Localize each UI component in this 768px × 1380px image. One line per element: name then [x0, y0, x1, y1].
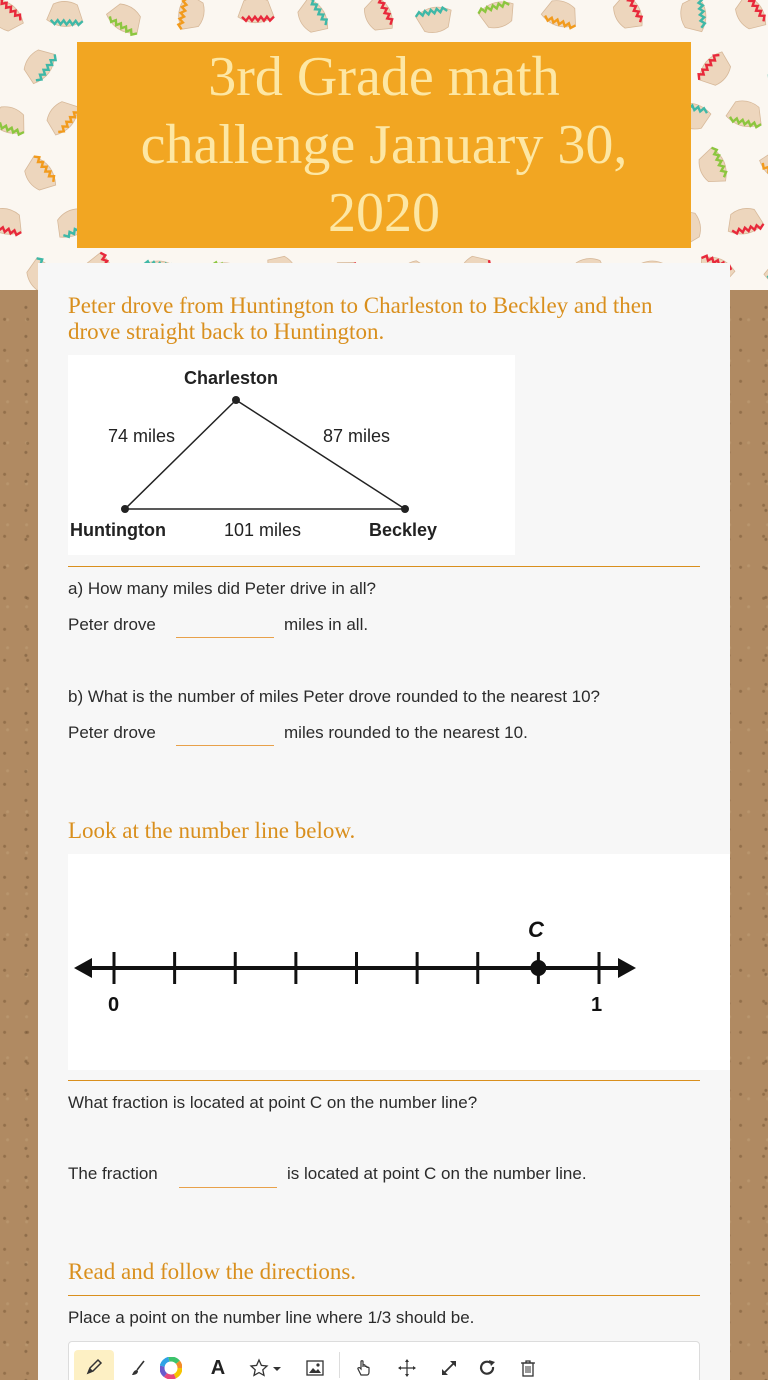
edge-label-right: 87 miles: [323, 426, 391, 446]
pencil-shaving: [608, 0, 647, 35]
pencil-shaving: [724, 205, 764, 237]
pencil-shaving: [18, 43, 59, 87]
pencil-shaving: [0, 0, 27, 37]
pencil-shaving: [762, 256, 768, 290]
header-banner: [0, 0, 768, 290]
page-title: 3rd Grade math challenge January 30, 2020: [140, 46, 628, 244]
image-icon[interactable]: [301, 1354, 329, 1380]
divider: [68, 566, 700, 567]
pencil-shaving: [539, 0, 581, 31]
text-icon[interactable]: A: [210, 1356, 226, 1379]
question-a: a) How many miles did Peter drive in all?: [68, 579, 377, 598]
answer-a-suffix: miles in all.: [284, 615, 369, 634]
city-label-beckley: Beckley: [369, 520, 438, 540]
fraction-question: What fraction is located at point C on the number line?: [68, 1093, 478, 1112]
pencil-shaving: [359, 0, 397, 37]
pencil-shaving: [477, 0, 518, 32]
pencil-shaving: [725, 97, 766, 130]
edge-label-bottom: 101 miles: [224, 520, 302, 540]
move-icon[interactable]: [393, 1354, 421, 1380]
hand-icon[interactable]: [350, 1354, 378, 1380]
city-label-huntington: Huntington: [70, 520, 166, 540]
section2-heading: Look at the number line below.: [68, 818, 356, 843]
city-label-charleston: Charleston: [184, 368, 279, 388]
pencil-shaving: [756, 145, 768, 186]
toolbar-divider: [339, 1352, 340, 1378]
point-c-label: C: [528, 917, 544, 942]
number-line: [68, 854, 730, 1070]
pencil-shaving: [46, 1, 83, 27]
section3-heading: Read and follow the directions.: [68, 1259, 357, 1284]
answer-b-input[interactable]: [176, 745, 274, 746]
redo-icon[interactable]: [474, 1354, 502, 1380]
divider: [68, 1080, 700, 1081]
pencil-shaving: [679, 0, 708, 34]
pencil-shaving: [292, 0, 333, 39]
tick-label-1: 1: [591, 994, 603, 1016]
fraction-answer-suffix: is located at point C on the number line.: [287, 1164, 587, 1183]
pencil-shaving: [103, 0, 147, 39]
pencil-shaving: [415, 4, 455, 35]
answer-a-prefix: Peter drove: [68, 615, 156, 634]
star-icon[interactable]: [247, 1354, 287, 1380]
divider: [68, 1295, 700, 1296]
pencil-shaving: [695, 48, 737, 92]
directions-text: Place a point on the number line where 1/3 should be.: [68, 1308, 475, 1327]
triangle-diagram: [68, 355, 515, 555]
section1-heading: Peter drove from Huntington to Charleston to Beckley and then drove straight back to Huntington.: [68, 293, 653, 344]
tick-label-0: 0: [108, 994, 120, 1016]
pencil-shaving: [238, 0, 274, 23]
answer-b-suffix: miles rounded to the nearest 10.: [284, 723, 528, 742]
pencil-shaving: [19, 153, 61, 197]
drawing-toolbar: [68, 1341, 700, 1380]
fraction-answer-prefix: The fraction: [68, 1164, 158, 1183]
trash-icon[interactable]: [514, 1354, 542, 1380]
answer-b-prefix: Peter drove: [68, 723, 156, 742]
title-box: [77, 42, 691, 248]
resize-icon[interactable]: [435, 1354, 463, 1380]
pencil-shaving: [694, 145, 731, 188]
edge-label-left: 74 miles: [108, 426, 176, 446]
pencil-shaving: [730, 0, 768, 36]
pencil-shaving: [0, 102, 30, 138]
pencil-icon[interactable]: [74, 1350, 114, 1380]
color-wheel-icon[interactable]: [157, 1354, 185, 1380]
fraction-answer-input[interactable]: [179, 1187, 277, 1188]
question-b: b) What is the number of miles Peter drove rounded to the nearest 10?: [68, 687, 601, 706]
pencil-shaving: [0, 205, 26, 238]
brush-icon[interactable]: [125, 1354, 153, 1380]
number-line-figure: [68, 854, 730, 1070]
answer-a-input[interactable]: [176, 637, 274, 638]
point-c-marker: [530, 960, 546, 976]
pencil-shaving: [176, 0, 208, 33]
